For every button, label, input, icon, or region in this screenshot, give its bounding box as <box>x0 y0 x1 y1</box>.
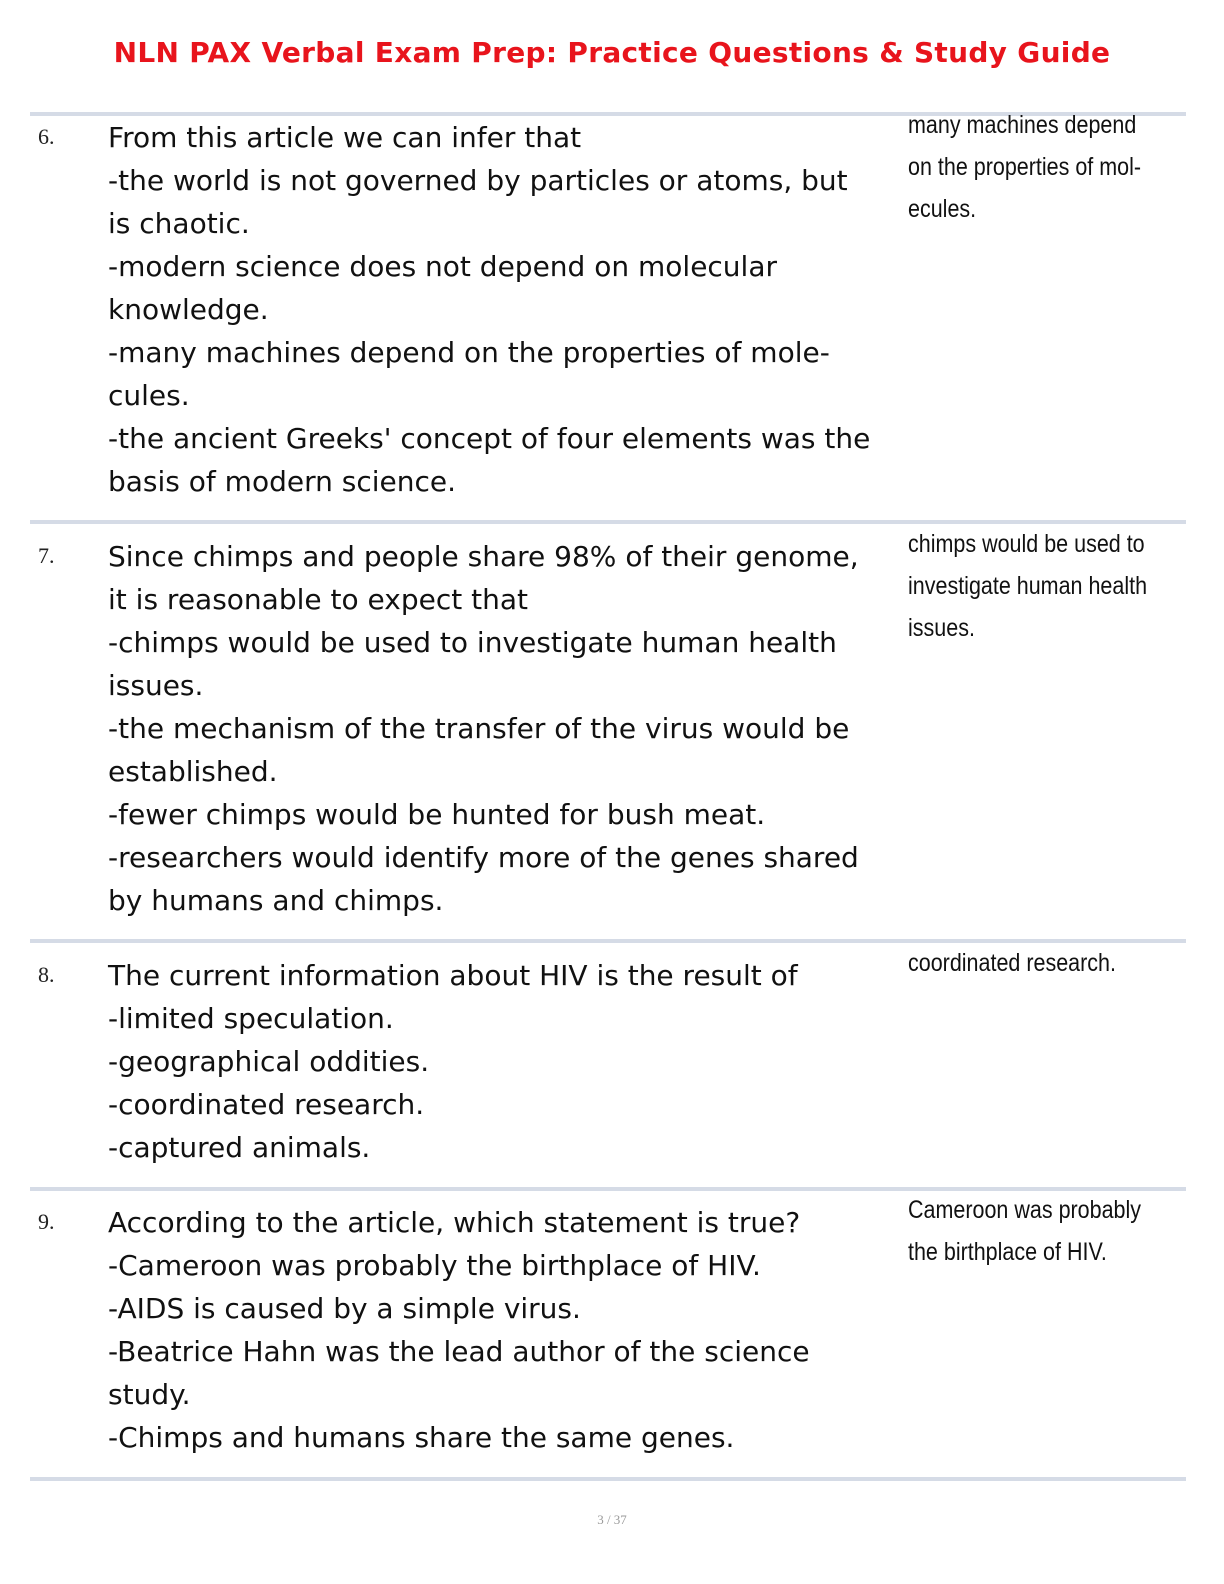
question-line: -many machines depend on the properties of mole- <box>108 336 830 369</box>
question-line: -captured animals. <box>108 1131 371 1164</box>
question-number: 9. <box>38 1209 55 1234</box>
question-line: it is reasonable to expect that <box>108 583 528 616</box>
answer-line: ecules. <box>908 195 977 223</box>
answer-line: the birthplace of HIV. <box>908 1238 1107 1266</box>
question-line: Since chimps and people share 98% of their genome, <box>108 540 859 573</box>
question-line: is chaotic. <box>108 207 250 240</box>
answer-line: many machines depend <box>908 111 1137 139</box>
answer-line: Cameroon was probably <box>908 1196 1142 1224</box>
question-text <box>108 535 886 922</box>
document-title: NLN PAX Verbal Exam Prep: Practice Questions & Study Guide <box>113 36 1111 69</box>
question-line: -the mechanism of the transfer of the virus would be <box>108 712 850 745</box>
page-indicator: 3 / 37 <box>597 1512 627 1527</box>
question-line: -limited speculation. <box>108 1002 394 1035</box>
question-line: The current information about HIV is the result of <box>108 959 798 992</box>
question-line: According to the article, which statement is true? <box>108 1206 801 1239</box>
answer-text <box>908 523 1148 649</box>
answer-text <box>908 1189 1142 1273</box>
divider <box>30 1477 1186 1481</box>
question-line: by humans and chimps. <box>108 884 444 917</box>
question-number: 6. <box>38 124 55 149</box>
question-number: 8. <box>38 962 55 987</box>
question-line: -researchers would identify more of the genes shared <box>108 841 859 874</box>
answer-line: issues. <box>908 614 975 642</box>
question-line: -geographical oddities. <box>108 1045 430 1078</box>
answer-line: investigate human health <box>908 572 1148 600</box>
question-line: study. <box>108 1378 191 1411</box>
question-line: issues. <box>108 669 204 702</box>
question-line: basis of modern science. <box>108 465 457 498</box>
question-line: -Cameroon was probably the birthplace of HIV. <box>108 1249 761 1282</box>
question-line: From this article we can infer that <box>108 121 582 154</box>
answer-text <box>908 104 1142 230</box>
question-text <box>108 954 886 1169</box>
answer-line: chimps would be used to <box>908 530 1145 558</box>
question-line: -coordinated research. <box>108 1088 425 1121</box>
question-line: -the world is not governed by particles or atoms, but <box>108 164 848 197</box>
answer-line: coordinated research. <box>908 949 1116 977</box>
question-line: -the ancient Greeks' concept of four elements was the <box>108 422 871 455</box>
answer-line: on the properties of mol- <box>908 153 1142 181</box>
question-line: -fewer chimps would be hunted for bush meat. <box>108 798 766 831</box>
question-text <box>108 116 886 503</box>
question-line: -chimps would be used to investigate human health <box>108 626 837 659</box>
question-line: -Beatrice Hahn was the lead author of the science <box>108 1335 810 1368</box>
question-line: established. <box>108 755 278 788</box>
question-text <box>108 1201 886 1459</box>
question-number: 7. <box>38 543 55 568</box>
question-line: -modern science does not depend on molecular <box>108 250 778 283</box>
question-line: cules. <box>108 379 190 412</box>
question-line: -AIDS is caused by a simple virus. <box>108 1292 581 1325</box>
question-line: knowledge. <box>108 293 269 326</box>
answer-text <box>908 942 1125 984</box>
question-line: -Chimps and humans share the same genes. <box>108 1421 735 1454</box>
